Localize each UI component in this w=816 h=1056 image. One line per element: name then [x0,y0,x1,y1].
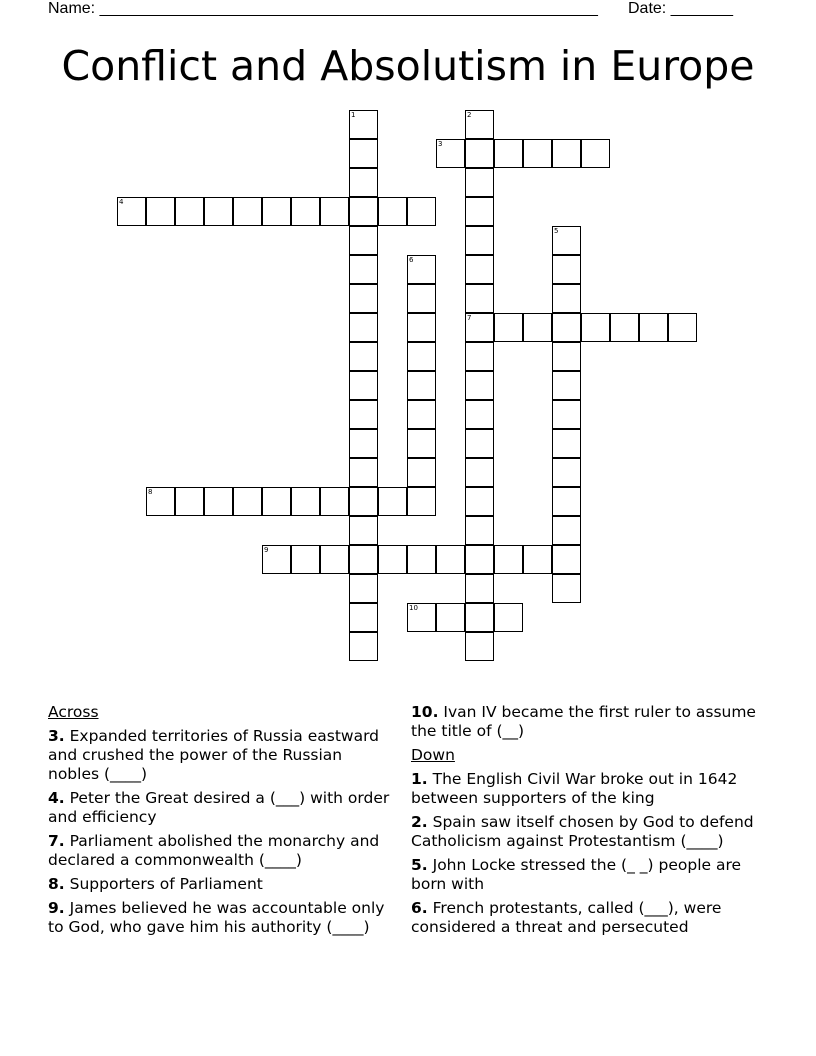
crossword-cell[interactable] [349,110,378,139]
crossword-cell[interactable] [552,574,581,603]
crossword-cell[interactable] [465,284,494,313]
crossword-cell[interactable] [494,313,523,342]
clue-number: 2. [411,813,428,831]
name-field[interactable]: Name: ________________________________________________________ [48,0,598,17]
crossword-cell[interactable] [291,487,320,516]
crossword-cell[interactable] [465,255,494,284]
crossword-cell[interactable] [465,110,494,139]
crossword-cell[interactable] [552,313,581,342]
crossword-cell[interactable] [349,313,378,342]
crossword-cell[interactable] [465,429,494,458]
across-heading: Across [48,703,99,721]
crossword-cell[interactable] [465,458,494,487]
crossword-cell[interactable] [465,313,494,342]
crossword-cell[interactable] [552,255,581,284]
down-heading: Down [411,746,455,764]
crossword-cell[interactable] [407,458,436,487]
crossword-cell[interactable] [523,545,552,574]
clue-number: 9. [48,899,65,917]
crossword-cell[interactable] [465,139,494,168]
crossword-cell[interactable] [146,487,175,516]
crossword-cell[interactable] [349,603,378,632]
clue-text: Expanded territories of Russia eastward and crushed the power of the Russian nobles (____) [48,727,380,783]
crossword-cell[interactable] [581,313,610,342]
clue-number: 10. [411,703,439,721]
crossword-cell[interactable] [552,226,581,255]
clue-number: 1. [411,770,428,788]
crossword-cell[interactable] [465,371,494,400]
crossword-cell[interactable] [465,574,494,603]
crossword-cell[interactable] [262,545,291,574]
clue-text: French protestants, called (___), were considered a threat and persecuted [411,899,722,936]
crossword-cell[interactable] [146,197,175,226]
crossword-cell[interactable] [407,284,436,313]
crossword-cell[interactable] [552,284,581,313]
crossword-cell[interactable] [639,313,668,342]
crossword-cell[interactable] [175,197,204,226]
crossword-cell[interactable] [349,168,378,197]
crossword-cell[interactable] [378,197,407,226]
crossword-cell[interactable] [552,400,581,429]
crossword-cell[interactable] [552,371,581,400]
crossword-cell[interactable] [407,255,436,284]
crossword-cell[interactable] [494,545,523,574]
crossword-cell[interactable] [465,168,494,197]
clue-down-6 [411,899,781,937]
crossword-cell[interactable] [349,226,378,255]
crossword-cell[interactable] [117,197,146,226]
cell-number: 6 [409,256,414,264]
cell-number: 4 [119,198,124,206]
clue-text: Peter the Great desired a (___) with order and efficiency [48,789,390,826]
crossword-cell[interactable] [407,313,436,342]
crossword-cell[interactable] [233,487,262,516]
crossword-cell[interactable] [349,487,378,516]
clue-number: 8. [48,875,65,893]
crossword-cell[interactable] [349,632,378,661]
crossword-cell[interactable] [668,313,697,342]
crossword-cell[interactable] [204,487,233,516]
crossword-cell[interactable] [610,313,639,342]
cell-number: 2 [467,111,472,119]
crossword-cell[interactable] [465,226,494,255]
clue-across-4 [48,789,398,827]
crossword-cell[interactable] [465,516,494,545]
clue-text: The English Civil War broke out in 1642 between supporters of the king [411,770,738,807]
crossword-cell[interactable] [407,371,436,400]
clue-across-9 [48,899,398,937]
clue-across-7 [48,832,398,870]
clue-text: James believed he was accountable only to God, who gave him his authority (____) [48,899,385,936]
crossword-cell[interactable] [349,284,378,313]
cell-number: 7 [467,314,472,322]
crossword-cell[interactable] [436,603,465,632]
clues-right-column [411,703,781,942]
crossword-cell[interactable] [320,545,349,574]
clue-down-2 [411,813,781,851]
clue-text: Spain saw itself chosen by God to defend Catholicism against Protestantism (____) [411,813,754,850]
crossword-cell[interactable] [262,197,291,226]
clue-text: Ivan IV became the first ruler to assume the title of (__) [411,703,756,740]
clue-across-10 [411,703,781,741]
crossword-cell[interactable] [349,197,378,226]
header [48,0,748,22]
crossword-cell[interactable] [349,545,378,574]
crossword-cell[interactable] [349,574,378,603]
crossword-cell[interactable] [407,603,436,632]
crossword-cell[interactable] [349,139,378,168]
crossword-cell[interactable] [233,197,262,226]
clues-left-column [48,703,398,942]
clue-text: Parliament abolished the monarchy and declared a commonwealth (____) [48,832,380,869]
crossword-cell[interactable] [291,545,320,574]
crossword-cell[interactable] [349,255,378,284]
crossword-cell[interactable] [552,545,581,574]
crossword-cell[interactable] [552,458,581,487]
crossword-cell[interactable] [465,545,494,574]
clue-text: Supporters of Parliament [69,875,263,893]
cell-number: 1 [351,111,356,119]
crossword-cell[interactable] [407,487,436,516]
clue-number: 6. [411,899,428,917]
crossword-cell[interactable] [349,458,378,487]
crossword-cell[interactable] [436,545,465,574]
crossword-cell[interactable] [175,487,204,516]
crossword-cell[interactable] [407,545,436,574]
crossword-cell[interactable] [552,487,581,516]
page-title: Conflict and Absolutism in Europe [61,42,755,90]
crossword-cell[interactable] [349,516,378,545]
clue-down-5 [411,856,781,894]
crossword-cell[interactable] [320,487,349,516]
crossword-cell[interactable] [262,487,291,516]
clue-number: 5. [411,856,428,874]
crossword-cell[interactable] [349,429,378,458]
crossword-cell[interactable] [465,197,494,226]
cell-number: 3 [438,140,443,148]
clue-down-1 [411,770,781,808]
crossword-cell[interactable] [378,545,407,574]
crossword-cell[interactable] [465,603,494,632]
clue-text: John Locke stressed the (_ _) people are born with [411,856,742,893]
crossword-cell[interactable] [378,487,407,516]
crossword-cell[interactable] [291,197,320,226]
crossword-cell[interactable] [320,197,349,226]
crossword-cell[interactable] [465,632,494,661]
cell-number: 9 [264,546,269,554]
crossword-cell[interactable] [407,400,436,429]
crossword-cell[interactable] [349,371,378,400]
crossword-cell[interactable] [552,429,581,458]
crossword-cell[interactable] [465,342,494,371]
crossword-cell[interactable] [465,487,494,516]
crossword-cell[interactable] [436,139,465,168]
crossword-cell[interactable] [407,197,436,226]
crossword-cell[interactable] [494,139,523,168]
clue-number: 3. [48,727,65,745]
crossword-cell[interactable] [552,139,581,168]
cell-number: 5 [554,227,559,235]
crossword-cell[interactable] [494,603,523,632]
clue-number: 7. [48,832,65,850]
cell-number: 8 [148,488,153,496]
crossword-cell[interactable] [204,197,233,226]
clue-across-8 [48,875,398,894]
crossword-cell[interactable] [465,400,494,429]
date-field[interactable]: Date: _______ [628,0,733,17]
crossword-cell[interactable] [349,342,378,371]
crossword-cell[interactable] [407,342,436,371]
crossword-cell[interactable] [581,139,610,168]
clue-number: 4. [48,789,65,807]
cell-number: 10 [409,604,418,612]
crossword-cell[interactable] [523,139,552,168]
crossword-cell[interactable] [407,429,436,458]
crossword-cell[interactable] [349,400,378,429]
crossword-cell[interactable] [552,342,581,371]
crossword-cell[interactable] [523,313,552,342]
clue-across-3 [48,727,398,784]
crossword-cell[interactable] [552,516,581,545]
